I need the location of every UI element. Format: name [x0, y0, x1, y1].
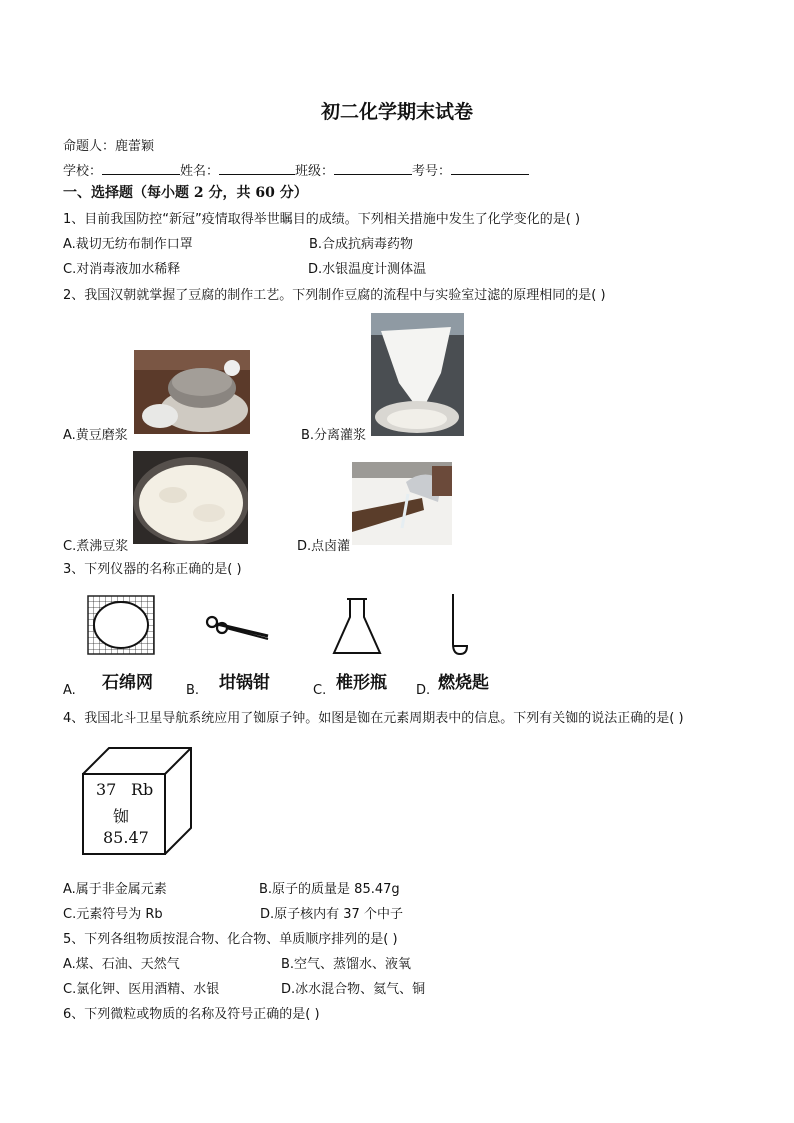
- school-label: 学校：: [63, 164, 103, 179]
- boiling-soy-milk-photo: [133, 451, 248, 544]
- q4-option-b: B.原子的质量是 85.47g: [259, 882, 400, 897]
- q3-option-c: C.: [313, 683, 327, 698]
- q2-option-a: A.黄豆磨浆: [63, 428, 128, 443]
- q1-option-c: C.对消毒液加水稀释: [63, 262, 181, 277]
- school-field[interactable]: [102, 162, 180, 175]
- q2-option-d: D.点卤灌: [297, 539, 351, 554]
- instrument-b-label: 坩锅钳: [219, 673, 270, 693]
- q5-option-d: D.冰水混合物、氦气、铜: [281, 982, 426, 997]
- page-title: 初二化学期末试卷: [320, 101, 473, 123]
- instrument-d-label: 燃烧匙: [438, 673, 489, 693]
- combustion-spoon-icon: [445, 592, 471, 660]
- q5-option-a: A.煤、石油、天然气: [63, 957, 180, 972]
- q1-option-d: D.水银温度计测体温: [308, 262, 427, 277]
- question-3-stem: 3、下列仪器的名称正确的是( ): [63, 562, 242, 577]
- q4-option-d: D.原子核内有 37 个中子: [260, 907, 403, 922]
- q2-option-b: B.分离灌浆: [301, 428, 367, 443]
- name-label: 姓名：: [180, 164, 220, 179]
- instrument-c-label: 椎形瓶: [336, 673, 387, 693]
- section-heading: 一、选择题（每小题 2 分，共 60 分）: [63, 185, 308, 201]
- conical-flask-icon: [331, 597, 383, 661]
- student-info-line: [63, 160, 529, 179]
- question-6-stem: 6、下列微粒或物质的名称及符号正确的是( ): [63, 1007, 320, 1022]
- class-field[interactable]: [334, 162, 412, 175]
- q1-option-a: A.裁切无纺布制作口罩: [63, 237, 193, 252]
- q5-option-c: C.氯化钾、医用酒精、水银: [63, 982, 220, 997]
- exam-number-field[interactable]: [451, 162, 529, 175]
- soybean-grinding-photo: [134, 350, 250, 434]
- crucible-tongs-icon: [204, 612, 272, 646]
- author-line: 命题人：鹿蕾颖: [63, 139, 155, 154]
- class-label: 班级：: [295, 164, 335, 179]
- question-2-stem: 2、我国汉朝就掌握了豆腐的制作工艺。下列制作豆腐的流程中与实验室过滤的原理相同的是( ): [63, 288, 606, 303]
- q3-option-a: A.: [63, 683, 76, 698]
- q3-option-b: B.: [186, 683, 200, 698]
- q4-option-a: A.属于非金属元素: [63, 882, 167, 897]
- element-name: 铷: [113, 807, 130, 826]
- q3-option-d: D.: [416, 683, 431, 698]
- element-symbol: Rb: [131, 780, 154, 799]
- question-4-stem: 4、我国北斗卫星导航系统应用了铷原子钟。如图是铷在元素周期表中的信息。下列有关铷的说法正确的是( ): [63, 711, 684, 726]
- atomic-mass: 85.47: [103, 828, 149, 847]
- brine-pouring-photo: [352, 462, 452, 545]
- q2-option-c: C.煮沸豆浆: [63, 539, 129, 554]
- question-5-stem: 5、下列各组物质按混合物、化合物、单质顺序排列的是( ): [63, 932, 398, 947]
- instrument-a-label: 石绵网: [102, 673, 153, 693]
- q1-option-b: B.合成抗病毒药物: [309, 237, 414, 252]
- element-rubidium-card: [81, 746, 193, 856]
- atomic-number: 37: [96, 780, 117, 799]
- question-1-stem: 1、目前我国防控“新冠”疫情取得举世瞩目的成绩。下列相关措施中发生了化学变化的是( ): [63, 212, 581, 227]
- name-field[interactable]: [219, 162, 295, 175]
- wire-gauze-icon: [87, 595, 155, 659]
- q5-option-b: B.空气、蒸馏水、液氧: [281, 957, 412, 972]
- exam-number-label: 考号：: [412, 164, 452, 179]
- filter-cloth-photo: [371, 313, 464, 436]
- q4-option-c: C.元素符号为 Rb: [63, 907, 163, 922]
